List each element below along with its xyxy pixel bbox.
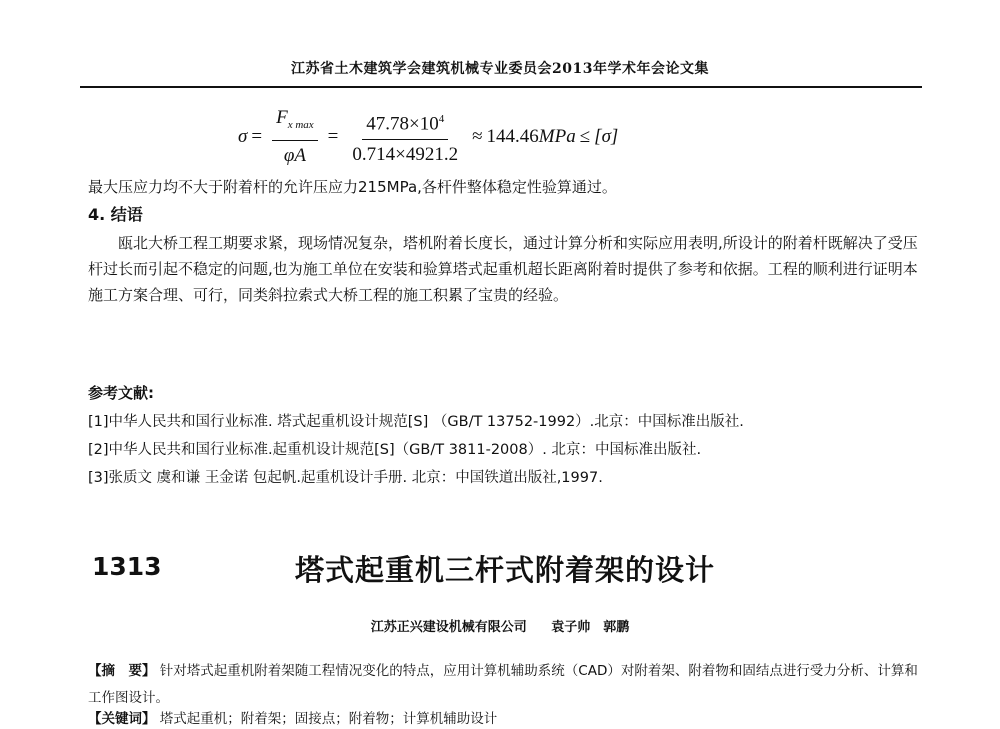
article-byline	[0, 616, 1000, 635]
fraction-2-exponent: 4	[438, 112, 445, 125]
reference-item: [2]中华人民共和国行业标准.起重机设计规范[S]（GB/T 3811-2008）. 北京：中国标准出版社.	[88, 442, 702, 458]
running-header: 江苏省土木建筑学会建筑机械专业委员会2013年学术年会论文集	[291, 61, 709, 77]
reference-item: [1]中华人民共和国行业标准. 塔式起重机设计规范[S] （GB/T 13752-1992）.北京：中国标准出版社.	[88, 414, 744, 430]
formula-approx: ≈	[472, 126, 483, 147]
fraction-1-subscript: x max	[287, 118, 314, 131]
article-title: 塔式起重机三杆式附着架的设计	[295, 553, 716, 587]
article-keywords	[88, 709, 922, 729]
stress-formula	[238, 102, 618, 172]
formula-leq: ≤	[579, 126, 591, 147]
formula-equals-2: =	[327, 126, 339, 147]
formula-bound: [σ]	[594, 126, 619, 147]
article-number: 1313	[92, 552, 162, 581]
section-4-heading: 4. 结语	[88, 205, 143, 224]
conclusion-line: 最大压应力均不大于附着杆的允许压应力215MPa,各杆件整体稳定性验算通过。	[88, 178, 617, 196]
keywords-text: 塔式起重机；附着架；固接点；附着物；计算机辅助设计	[159, 711, 498, 727]
fraction-1-denominator: φA	[283, 144, 306, 166]
formula-sigma: σ	[238, 126, 248, 147]
formula-result-unit: MPa	[538, 126, 576, 147]
formula-result-value: 144.46	[486, 126, 539, 147]
fraction-1-numerator: $F_{x max}$	[272, 105, 318, 141]
references-list	[88, 408, 922, 492]
fraction-2-numerator: $47.78\times 10^4$	[362, 106, 448, 140]
abstract-text: 针对塔式起重机附着架随工程情况变化的特点，应用计算机辅助系统（CAD）对附着架、附着物和固结点进行受力分析、计算和工作图设计。	[88, 663, 918, 706]
author-affiliation: 江苏正兴建设机械有限公司	[370, 620, 527, 635]
reference-item: [3]张质文 虞和谦 王金诺 包起帆.起重机设计手册. 北京：中国铁道出版社,1997.	[88, 470, 603, 486]
section-4-paragraph: 瓯北大桥工程工期要求紧，现场情况复杂，塔机附着长度长，通过计算分析和实际应用表明,所设计的附着杆既解决了受压杆过长而引起不稳定的问题,也为施工单位在安装和验算塔式起重机超长距离附着时提供了参考和依据。工程的顺利进行证明本施工方案合理、可行，同类斜拉索式大桥工程的施工积累了宝贵的经验。	[88, 234, 918, 304]
keywords-tag: 【关键词】	[88, 711, 156, 727]
fraction-2-denominator: 0.714×4921.2	[352, 144, 459, 166]
header-rule	[80, 86, 922, 88]
formula-equals-1: =	[251, 126, 263, 147]
formula-fraction-2	[348, 106, 462, 168]
abstract-tag: 【摘 要】	[88, 663, 156, 679]
references-title: 参考文献:	[88, 384, 154, 402]
author-names: 袁子帅 郭鹏	[551, 620, 630, 635]
article-abstract	[88, 658, 922, 712]
formula-fraction-1	[272, 105, 318, 169]
